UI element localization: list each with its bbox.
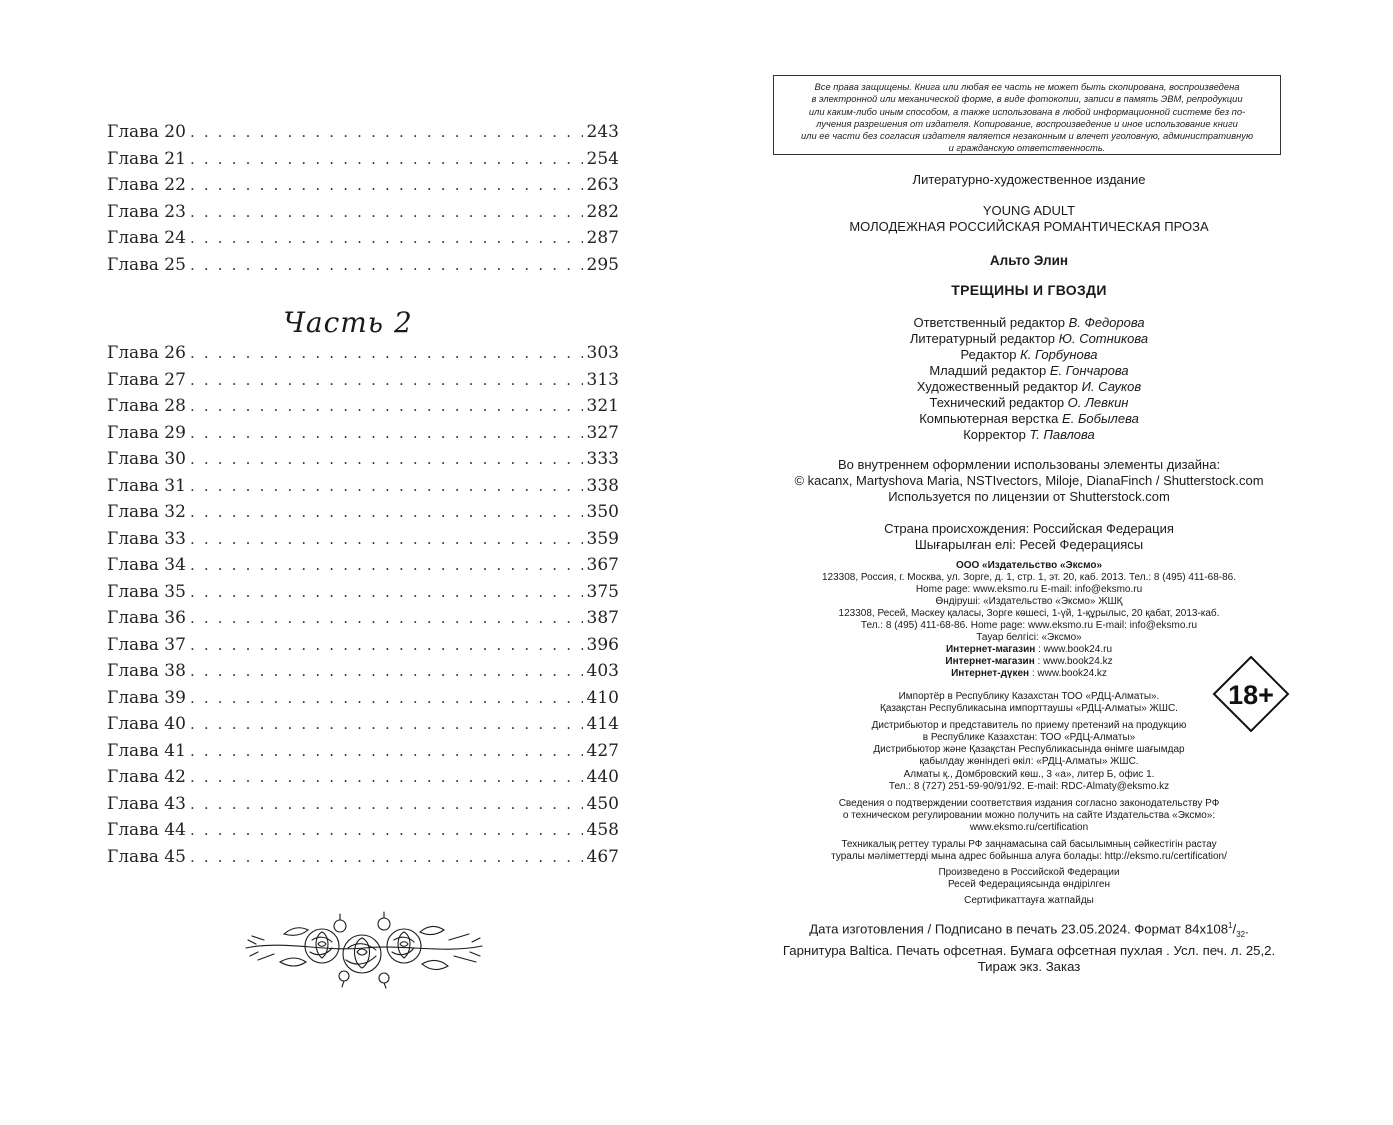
toc-page-number: 375 <box>586 581 619 602</box>
toc-page-number: 350 <box>586 502 619 522</box>
toc-chapter-label: Глава 28 <box>107 396 186 416</box>
online-shop-label: Интернет-магазин <box>945 644 1036 655</box>
toc-chapter-label: Глава 32 <box>107 502 186 522</box>
toc-page-number: 321 <box>586 396 619 416</box>
toc-chapter-label: Глава 33 <box>107 528 186 549</box>
toc-entry <box>107 741 619 768</box>
toc-leader-dots <box>190 742 583 760</box>
toc-chapter-label: Глава 24 <box>107 228 186 248</box>
toc-entry <box>107 767 619 794</box>
almaty-address <box>736 769 1322 793</box>
online-shop-url: : www.book24.kz <box>1029 668 1107 679</box>
toc-page-number: 287 <box>586 228 619 248</box>
toc-leader-dots <box>190 371 583 389</box>
editor-role: Художественный редактор <box>916 379 1079 394</box>
certification-line: www.eksmo.ru/certification <box>969 822 1089 833</box>
toc-page-number: 303 <box>586 343 619 363</box>
toc-page-number: 403 <box>586 661 619 681</box>
toc-page-number: 410 <box>586 687 619 708</box>
toc-leader-dots <box>190 636 583 654</box>
toc-entry <box>107 635 619 662</box>
editor-role: Ответственный редактор <box>913 315 1065 330</box>
editors-list <box>736 315 1322 443</box>
edition-type: Литературно-художественное издание <box>912 172 1146 187</box>
country-of-origin <box>736 521 1322 553</box>
rights-notice-line: или ее части без согласия издателя является незаконным и влечет уголовную, административную <box>800 130 1254 142</box>
print-info <box>736 918 1322 975</box>
distributor-line: қабылдау жөніндегі өкіл: «РДЦ-Алматы» ЖШС. <box>919 756 1139 767</box>
toc-page-number: 295 <box>586 254 619 275</box>
toc-entry <box>107 555 619 582</box>
toc-chapter-label: Глава 31 <box>107 475 186 496</box>
toc-chapter-label: Глава 40 <box>107 714 186 734</box>
toc-leader-dots <box>190 715 583 733</box>
toc-entry <box>107 688 619 715</box>
produced-line: Произведено в Российской Федерации <box>938 867 1120 878</box>
editor-role: Литературный редактор <box>909 331 1056 346</box>
toc-entry <box>107 794 619 821</box>
editor-line <box>736 427 1322 443</box>
toc-chapter-label: Глава 35 <box>107 581 186 602</box>
editor-role: Редактор <box>960 347 1017 362</box>
toc-chapter-label: Глава 27 <box>107 369 186 390</box>
editor-role: Младший редактор <box>929 363 1047 378</box>
print-info-line-2: Гарнитура Baltica. Печать офсетная. Бумага офсетная пухлая . Усл. печ. л. 25,2. <box>782 943 1276 959</box>
toc-entry <box>107 449 619 476</box>
editor-name: И. Сауков <box>1081 379 1142 394</box>
rights-notice-line: Все права защищены. Книга или любая ее часть не может быть скопирована, воспроизведена <box>814 81 1240 92</box>
toc-leader-dots <box>190 530 583 548</box>
toc-page-number: 282 <box>586 201 619 222</box>
toc-leader-dots <box>190 821 583 839</box>
toc-leader-dots <box>190 556 583 574</box>
toc-chapter-label: Глава 45 <box>107 846 186 867</box>
publisher-line: Өндіруші: «Издательство «Эксмо» ЖШҚ <box>935 596 1123 607</box>
age-rating-badge <box>1212 655 1290 733</box>
toc-chapter-label: Глава 43 <box>107 793 186 814</box>
editor-name: Е. Бобылева <box>1062 411 1139 426</box>
toc-page-number: 359 <box>586 528 619 549</box>
toc-page-number: 338 <box>586 475 619 496</box>
toc-leader-dots <box>190 123 583 141</box>
toc-chapter-label: Глава 37 <box>107 634 186 655</box>
toc-page-number: 313 <box>586 369 619 390</box>
online-shop-label: Интернет-магазин <box>945 656 1035 667</box>
toc-chapter-label: Глава 21 <box>107 148 186 169</box>
toc-part-2 <box>107 343 619 873</box>
toc-chapter-label: Глава 42 <box>107 767 186 787</box>
editor-line <box>736 315 1322 331</box>
toc-entry <box>107 714 619 741</box>
toc-chapter-label: Глава 25 <box>107 254 186 275</box>
editor-name: О. Левкин <box>1067 395 1129 410</box>
toc-leader-dots <box>190 503 583 521</box>
country-line: Шығарылған елі: Ресей Федерациясы <box>914 537 1144 552</box>
toc-entry <box>107 122 619 149</box>
rights-notice-box <box>773 75 1281 155</box>
editor-name: К. Горбунова <box>1020 347 1098 362</box>
editor-name: Е. Гончарова <box>1049 363 1129 378</box>
toc-leader-dots <box>190 397 583 415</box>
publisher-line: Тауар белгісі: «Эксмо» <box>976 632 1082 643</box>
toc-page-number: 327 <box>586 422 619 443</box>
toc-chapter-label: Глава 44 <box>107 820 186 840</box>
toc-leader-dots <box>190 424 583 442</box>
address-line: Тел.: 8 (727) 251-59-90/91/92. E-mail: RDC-Almaty@eksmo.kz <box>888 781 1170 792</box>
distributor-line: в Республике Казахстан: ТОО «РДЦ-Алматы» <box>922 732 1136 743</box>
toc-leader-dots <box>190 662 583 680</box>
toc-chapter-label: Глава 34 <box>107 555 186 575</box>
toc-entry <box>107 149 619 176</box>
toc-page-number: 450 <box>586 793 619 814</box>
toc-entry <box>107 476 619 503</box>
part-title: Часть 2 <box>283 306 413 339</box>
print-info-line-3: Тираж экз. Заказ <box>977 959 1081 975</box>
certification-exempt: Сертификаттауға жатпайды <box>964 895 1094 906</box>
toc-leader-dots <box>190 256 583 274</box>
editor-name: Т. Павлова <box>1029 427 1095 442</box>
toc-entry <box>107 202 619 229</box>
toc-chapter-label: Глава 41 <box>107 740 186 761</box>
author-name: Альто Элин <box>989 253 1069 268</box>
roses-ornament-icon <box>244 910 484 990</box>
toc-entry <box>107 228 619 255</box>
toc-page-number: 333 <box>586 449 619 469</box>
left-page <box>0 0 696 1125</box>
rights-notice-line: и гражданскую ответственность. <box>948 142 1106 154</box>
editor-name: В. Федорова <box>1068 315 1145 330</box>
series-line-2: МОЛОДЕЖНАЯ РОССИЙСКАЯ РОМАНТИЧЕСКАЯ ПРОЗА <box>849 219 1209 234</box>
toc-entry <box>107 370 619 397</box>
toc-chapter-label: Глава 20 <box>107 122 186 142</box>
country-line: Страна происхождения: Российская Федерация <box>884 521 1174 536</box>
toc-page-number: 458 <box>586 820 619 840</box>
design-credit-line: Во внутреннем оформлении использованы элементы дизайна: <box>837 457 1221 472</box>
toc-page-number: 243 <box>586 122 619 142</box>
toc-page-number: 263 <box>586 175 619 195</box>
toc-leader-dots <box>190 689 583 707</box>
editor-role: Технический редактор <box>929 395 1065 410</box>
toc-entry <box>107 608 619 635</box>
toc-leader-dots <box>190 768 583 786</box>
certification-info-kz <box>736 839 1322 863</box>
toc-leader-dots <box>190 203 583 221</box>
toc-chapter-label: Глава 30 <box>107 449 186 469</box>
toc-page-number: 467 <box>586 846 619 867</box>
online-shop-url: : www.book24.kz <box>1034 656 1113 667</box>
certification-kz-line: Техникалық реттеу туралы РФ заңнамасына сай басылымның сәйкестігін растау <box>841 839 1217 850</box>
toc-part-1 <box>107 122 619 281</box>
importer-line: Импортёр в Республику Казахстан ТОО «РДЦ-Алматы». <box>898 691 1160 702</box>
series-line-1: YOUNG ADULT <box>982 203 1076 218</box>
editor-line <box>736 363 1322 379</box>
toc-leader-dots <box>190 176 583 194</box>
toc-chapter-label: Глава 26 <box>107 343 186 363</box>
toc-chapter-label: Глава 29 <box>107 422 186 443</box>
toc-entry <box>107 255 619 282</box>
certification-kz-line: туралы мәліметтерді мына адрес бойынша алуға болады: http://eksmo.ru/certification/ <box>831 851 1227 862</box>
editor-line <box>736 395 1322 411</box>
online-shop-label: Интернет-дүкен <box>951 668 1030 679</box>
toc-entry <box>107 529 619 556</box>
importer-line: Қазақстан Республикасына импорттаушы «РДЦ-Алматы» ЖШС. <box>880 703 1178 714</box>
design-credit-line: Используется по лицензии от Shutterstock.com <box>888 489 1170 504</box>
certification-info <box>736 798 1322 834</box>
toc-page-number: 254 <box>586 148 619 169</box>
toc-page-number: 367 <box>586 555 619 575</box>
certification-line: Сведения о подтверждении соответствия издания согласно законодательству РФ <box>838 798 1220 809</box>
toc-leader-dots <box>190 609 583 627</box>
publisher-line: 123308, Ресей, Мәскеу қаласы, Зорге көшесі, 1-үй, 1-құрылыс, 20 қабат, 2013-каб. <box>838 608 1220 619</box>
toc-leader-dots <box>190 150 583 168</box>
toc-entry <box>107 661 619 688</box>
toc-entry <box>107 423 619 450</box>
toc-entry <box>107 502 619 529</box>
publisher-name: ООО «Издательство «Эксмо» <box>955 560 1103 571</box>
rights-notice-line: в электронной или механической форме, в виде фотокопии, записи в память ЭВМ, репродукции <box>811 93 1243 105</box>
toc-entry <box>107 582 619 609</box>
rights-notice-line: лучения разрешения от издателя. Копирование, воспроизведение и иное использование книги <box>816 117 1238 129</box>
toc-leader-dots <box>190 344 583 362</box>
publisher-line: 123308, Россия, г. Москва, ул. Зорге, д. 1, стр. 1, эт. 20, каб. 2013. Тел.: 8 (495) 411-68-86. <box>821 572 1237 583</box>
distributor-line: Дистрибьютор и представитель по приему претензий на продукцию <box>871 720 1187 731</box>
editor-line <box>736 379 1322 395</box>
toc-leader-dots <box>190 477 583 495</box>
toc-chapter-label: Глава 38 <box>107 661 186 681</box>
certification-line: о техническом регулировании можно получить на сайте Издательства «Эксмо»: <box>842 810 1216 821</box>
toc-entry <box>107 396 619 423</box>
age-rating-text: 18+ <box>1228 680 1274 710</box>
distributor-line: Дистрибьютор және Қазақстан Республикасында өнімге шағымдар <box>873 744 1185 755</box>
toc-leader-dots <box>190 795 583 813</box>
online-shop-url: : www.book24.ru <box>1035 644 1113 655</box>
toc-page-number: 427 <box>586 740 619 761</box>
produced-in <box>736 867 1322 891</box>
editor-role: Компьютерная верстка <box>919 411 1059 426</box>
toc-chapter-label: Глава 36 <box>107 608 186 628</box>
toc-leader-dots <box>190 583 583 601</box>
toc-chapter-label: Глава 23 <box>107 201 186 222</box>
address-line: Алматы қ., Домбровский көш., 3 «а», литер Б, офис 1. <box>903 769 1155 780</box>
editor-line <box>736 331 1322 347</box>
rights-notice-line: или каким-либо иным способом, а также использована в любой информационной системе без по- <box>808 105 1246 117</box>
editor-role: Корректор <box>963 427 1026 442</box>
publisher-line: Home page: www.eksmo.ru E-mail: info@eksmo.ru <box>915 584 1143 595</box>
series <box>736 203 1322 235</box>
design-credit-line: © kacanx, Martyshova Maria, NSTIvectors, Miloje, DianaFinch / Shutterstock.com <box>794 473 1264 488</box>
toc-page-number: 414 <box>586 714 619 734</box>
toc-page-number: 387 <box>586 608 619 628</box>
design-credits <box>736 457 1322 505</box>
toc-page-number: 396 <box>586 634 619 655</box>
toc-leader-dots <box>190 229 583 247</box>
toc-entry <box>107 343 619 370</box>
print-info-line-1: Дата изготовления / Подписано в печать 23.05.2024. Формат $84х108^1/_{32}$. <box>809 921 1249 940</box>
toc-entry <box>107 820 619 847</box>
book-title: ТРЕЩИНЫ И ГВОЗДИ <box>951 282 1107 298</box>
editor-line <box>736 411 1322 427</box>
toc-page-number: 440 <box>586 767 619 787</box>
toc-chapter-label: Глава 22 <box>107 175 186 195</box>
produced-line: Ресей Федерациясында өндірілген <box>947 879 1111 890</box>
editor-line <box>736 347 1322 363</box>
toc-chapter-label: Глава 39 <box>107 687 186 708</box>
editor-name: Ю. Сотникова <box>1058 331 1149 346</box>
right-page <box>696 0 1393 1125</box>
toc-leader-dots <box>190 450 583 468</box>
toc-entry <box>107 175 619 202</box>
publisher-line: Тел.: 8 (495) 411-68-86. Home page: www.eksmo.ru E-mail: info@eksmo.ru <box>860 620 1198 631</box>
toc-entry <box>107 847 619 874</box>
toc-leader-dots <box>190 848 583 866</box>
